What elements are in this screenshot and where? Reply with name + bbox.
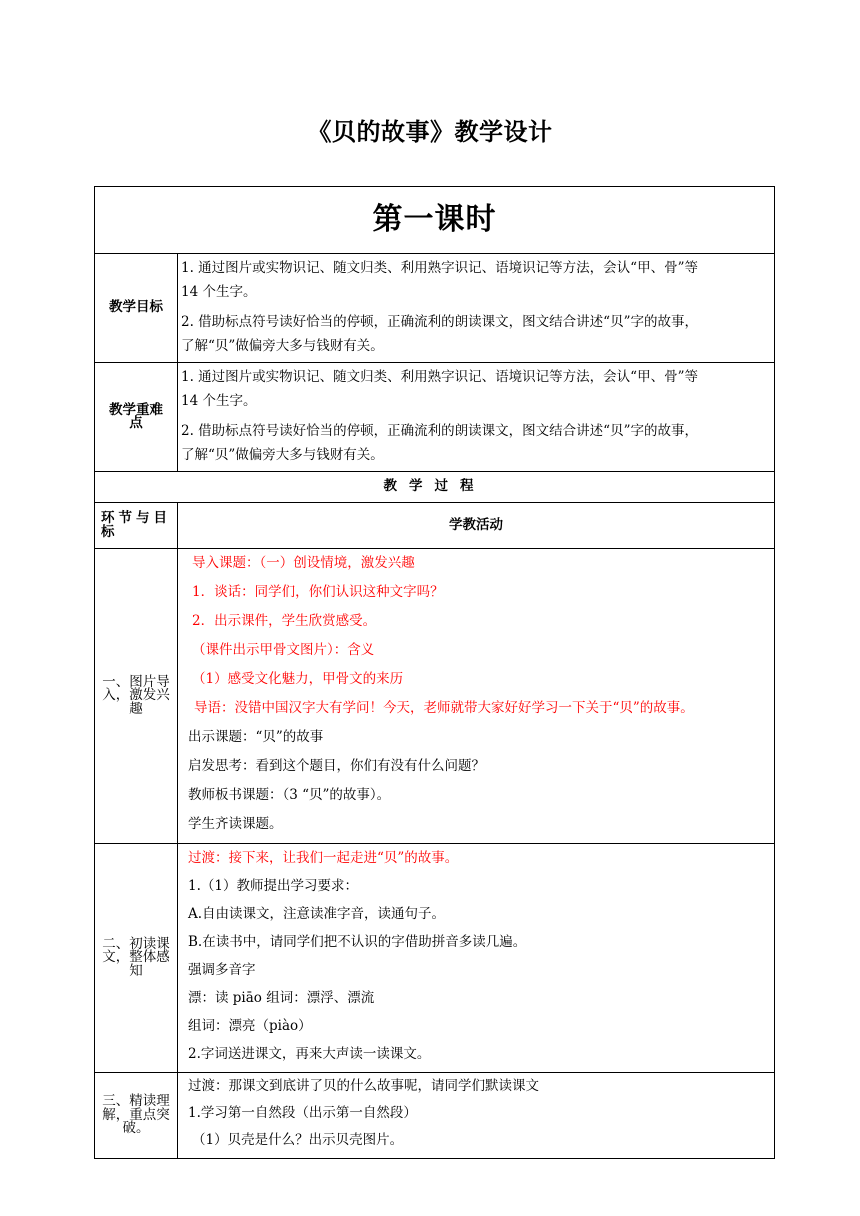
- objectives-label: 教学目标: [95, 254, 178, 363]
- objective-line: 14 个生字。: [181, 284, 257, 300]
- activity-line: （1）感受文化魅力，甲骨文的来历: [192, 671, 404, 687]
- objective-line: 了解“贝”做偏旁大多与钱财有关。: [181, 338, 384, 354]
- stage-row: [95, 844, 775, 1073]
- activity-line: 组词：漂亮（piào）: [188, 1018, 312, 1034]
- activity-line: 1.学习第一自然段（出示第一自然段）: [188, 1105, 417, 1121]
- activity-line: 过渡：接下来，让我们一起走进“贝”的故事。: [188, 850, 459, 866]
- activity-line: 导语：没错中国汉字大有学问！今天，老师就带大家好好学习一下关于“贝”的故事。: [194, 700, 694, 716]
- activity-line: A.自由读课文，注意读准字音，读通句子。: [188, 906, 446, 922]
- lesson-title: 第一课时: [372, 202, 497, 237]
- activity-line: 启发思考：看到这个题目，你们有没有什么问题？: [188, 758, 485, 774]
- lesson-plan-table: [94, 186, 774, 1148]
- stage-header-line: 标: [101, 523, 119, 540]
- activity-line: 学生齐读课题。: [188, 816, 283, 832]
- activity-line: 出示课题：“贝”的故事: [188, 729, 324, 745]
- objective-line: 2. 借助标点符号读好恰当的停顿，正确流利的朗读课文，图文结合讲述“贝”字的故事，: [181, 314, 698, 330]
- key-points-label: [95, 363, 178, 472]
- activity-line: （1）贝壳是什么？出示贝壳图片。: [192, 1132, 404, 1148]
- activity-line: 教师板书课题：（3 “贝”的故事）。: [188, 787, 391, 803]
- stage-label-line: 入，激发兴: [102, 687, 170, 704]
- stage-label: [95, 549, 178, 844]
- stage-label-line: 知: [129, 962, 143, 979]
- stage-header-line: 环节与目: [101, 510, 171, 526]
- stage-activities: [178, 549, 775, 844]
- stage-row: [95, 549, 775, 844]
- process-header: 教学过程: [95, 472, 775, 503]
- objective-line: 1. 通过图片或实物识记、随文归类、利用熟字识记、语境识记等方法，会认“甲、骨”等: [181, 260, 698, 276]
- key-points-row: [95, 363, 775, 472]
- activity-line: （课件出示甲骨文图片）：含义: [192, 642, 375, 658]
- stage-column-header: [95, 503, 178, 549]
- objectives-content: [178, 254, 775, 363]
- activity-line: 导入课题：（一）创设情境，激发兴趣: [192, 555, 415, 571]
- activity-line: 1.（1）教师提出学习要求：: [188, 878, 358, 894]
- lesson-row: [95, 187, 775, 254]
- stage-label-line: 文，整体感: [102, 949, 170, 966]
- activity-line: 强调多音字: [188, 962, 256, 978]
- stage-label-line: 趣: [129, 700, 143, 717]
- lesson-cell: [95, 187, 775, 254]
- key-point-line: 了解“贝”做偏旁大多与钱财有关。: [181, 447, 384, 463]
- column-header-row: [95, 503, 775, 549]
- key-point-line: 2. 借助标点符号读好恰当的停顿，正确流利的朗读课文，图文结合讲述“贝”字的故事，: [181, 423, 698, 439]
- document-title: 《贝的故事》教学设计: [307, 117, 553, 146]
- activity-line: 过渡：那课文到底讲了贝的什么故事呢，请同学们默读课文: [188, 1078, 539, 1094]
- activity-line: 漂：读 piāo 组词：漂浮、漂流: [188, 990, 375, 1006]
- stage-activities: [178, 1073, 775, 1159]
- key-point-line: 1. 通过图片或实物识记、随文归类、利用熟字识记、语境识记等方法，会认“甲、骨”等: [181, 369, 698, 385]
- activity-line: 1．谈话：同学们，你们认识这种文字吗？: [192, 584, 444, 600]
- stage-label-line: 解，重点突: [102, 1106, 170, 1123]
- stage-label: [95, 844, 178, 1073]
- key-points-label-line: 教学重难: [109, 401, 163, 418]
- stage-activities: [178, 844, 775, 1073]
- stage-label-line: 破。: [122, 1120, 150, 1137]
- activity-line: 2．出示课件，学生欣赏感受。: [192, 613, 377, 629]
- stage-label-line: 一、图片导: [102, 673, 170, 690]
- stage-label-line: 二、初读课: [102, 935, 170, 952]
- stage-label: [95, 1073, 178, 1159]
- activity-line: B.在读书中，请同学们把不认识的字借助拼音多读几遍。: [188, 934, 527, 950]
- stage-row: [95, 1073, 775, 1159]
- stage-label-line: 三、精读理: [102, 1093, 170, 1110]
- process-header-row: [95, 472, 775, 503]
- key-point-line: 14 个生字。: [181, 393, 257, 409]
- activity-line: 2.字词送进课文，再来大声读一读课文。: [188, 1046, 431, 1062]
- objectives-row: [95, 254, 775, 363]
- activity-column-header: 学教活动: [178, 503, 775, 549]
- key-points-content: [178, 363, 775, 472]
- key-points-label-line: 点: [129, 415, 143, 431]
